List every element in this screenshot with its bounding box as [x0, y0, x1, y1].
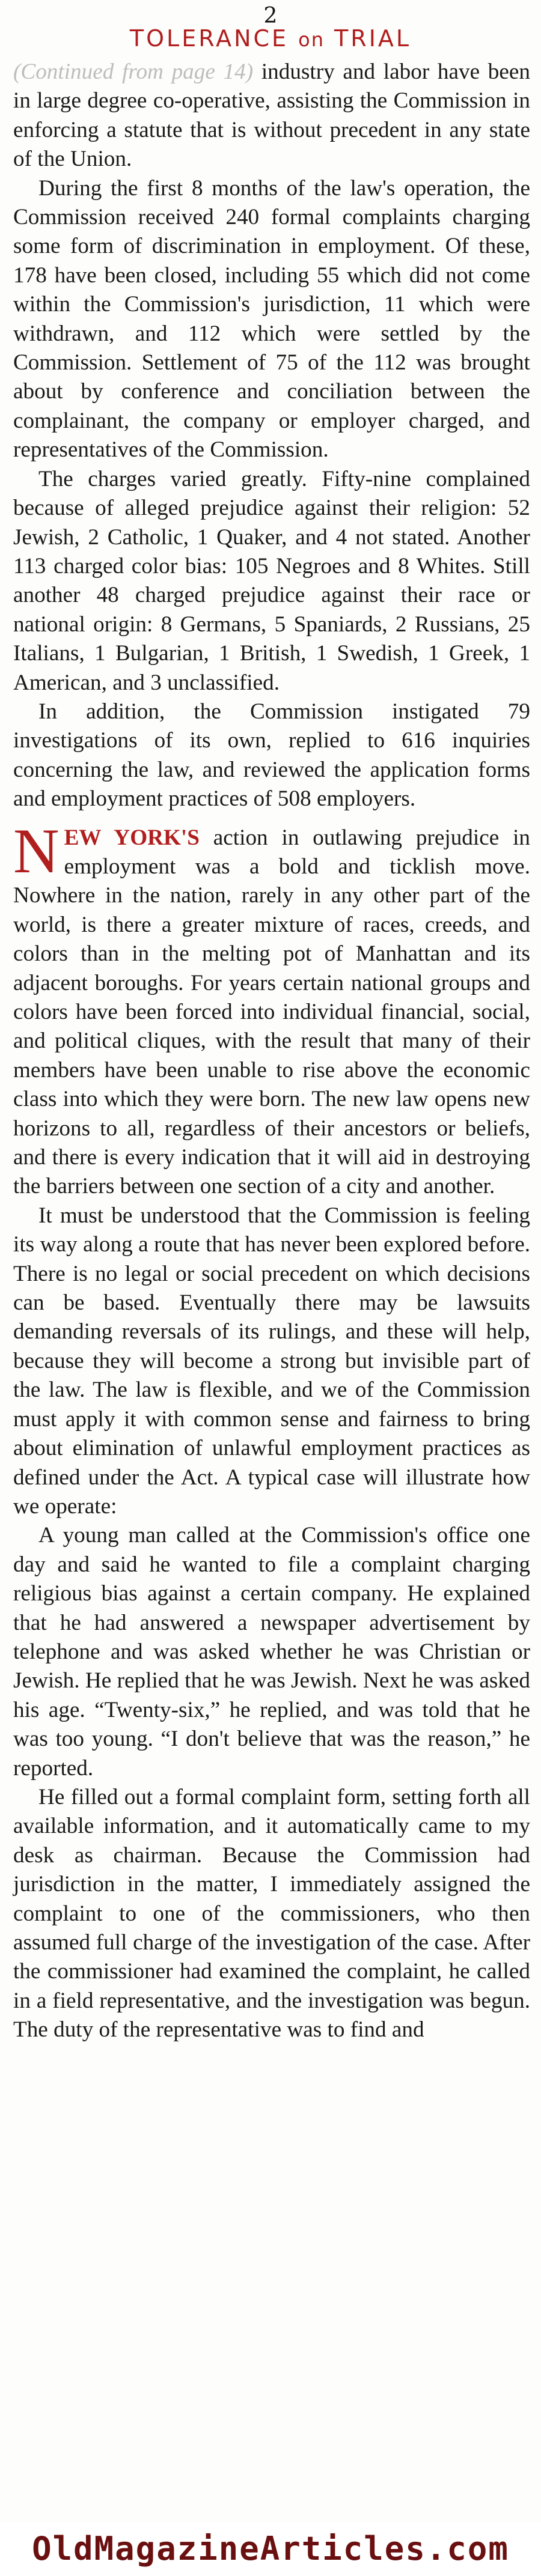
paragraph-6: It must be understood that the Commission is feeling its way along a route that has never been explored before. There is no legal or social precedent on which decisions can be based. Eventually there may be lawsuits demanding reversals of its rulings, and these will help, because they will become a strong but invisible part of the law. The law is flexible, and we of the Commission must apply it with common sense and fairness to bring about elimination of unlawful employment practices as defined under the Act. A typical case will illustrate how we operate: — [13, 1203, 530, 1519]
headline-word-on: on — [298, 28, 325, 51]
continued-note: (Continued from page 14) — [13, 59, 254, 84]
article-headline — [0, 25, 541, 52]
paragraph-5-text: action in outlawing prejudice in employment was a bold and ticklish move. Nowhere in the nation, rarely in any other part of the world, is there a greater mixture of races, creeds, and colors than in the melting pot of Manhattan and its adjacent boroughs. For years certain national groups and colors have been forced into individual financial, social, and political cliques, with the result that many of their members have been unable to rise above the economic class into which they were born. The new law opens new horizons to all, regardless of their ancestors or beliefs, and there is every indication that it will aid in destroying the barriers between one section of a city and another. — [13, 825, 530, 1199]
paragraph-1-text: industry and labor have been in large degree co-operative, assisting the Commission in enforcing a statute that is without precedent in any state of the Union. — [13, 59, 530, 172]
headline-word-trial: TRIAL — [334, 25, 412, 52]
article-body — [13, 58, 530, 2045]
paragraph-7: A young man called at the Commission's office one day and said he wanted to file a complaint charging religious bias against a certain company. He explained that he had answered a newspaper advertisement by telephone and was asked whether he was Christian or Jewish. He replied that he was Jewish. Next he was asked his age. “Twenty-six,” he replied, and was told that he was too young. “I don't believe that was the reason,” he reported. — [13, 1523, 530, 1781]
paragraph-4: In addition, the Commission instigated 79 investigations of its own, replied to 616 inquiries concerning the law, and reviewed the application forms and employment practices of 508 employers. — [13, 699, 530, 812]
drop-cap: N — [13, 815, 60, 886]
paragraph-3: The charges varied greatly. Fifty-nine complained because of alleged prejudice against their religion: 52 Jewish, 2 Catholic, 1 Quaker, and 4 not stated. Another 113 charged color bias: 105 Negroes and 8 Whites. Still another 48 charged prejudice against their race or national origin: 8 Germans, 5 Spaniards, 2 Russians, 25 Italians, 1 Bulgarian, 1 British, 1 Swedish, 1 Greek, 1 American, and 3 unclassified. — [13, 466, 530, 695]
site-watermark: OldMagazineArticles.com — [0, 2522, 541, 2576]
lead-in-new-york: EW YORK'S — [64, 825, 200, 850]
paragraph-2: During the first 8 months of the law's operation, the Commission received 240 formal complaints charging some form of discrimination in employment. Of these, 178 have been closed, including 55 which did not come within the Commission's jurisdiction, 11 which were withdrawn, and 112 which were settled by the Commission. Settlement of 75 of the 112 was brought about by conference and conciliation between the complainant, the company or employer charged, and representatives of the Commission. — [13, 175, 530, 463]
page-number: 2 — [263, 4, 278, 28]
paragraph-new-york — [13, 815, 530, 1201]
paragraph-continued — [13, 58, 530, 174]
paragraph-8: He filled out a formal complaint form, setting forth all available information, and it automatically came to my desk as chairman. Because the Commission had jurisdiction in the matter, I immediately assigned the complaint to one of the commissioners, who then assumed full charge of the investigation of the case. After the commissioner had examined the complaint, he called in a field representative, and the investigation was begun. The duty of the representative was to find and — [13, 1784, 530, 2043]
headline-word-tolerance: TOLERANCE — [129, 25, 289, 52]
